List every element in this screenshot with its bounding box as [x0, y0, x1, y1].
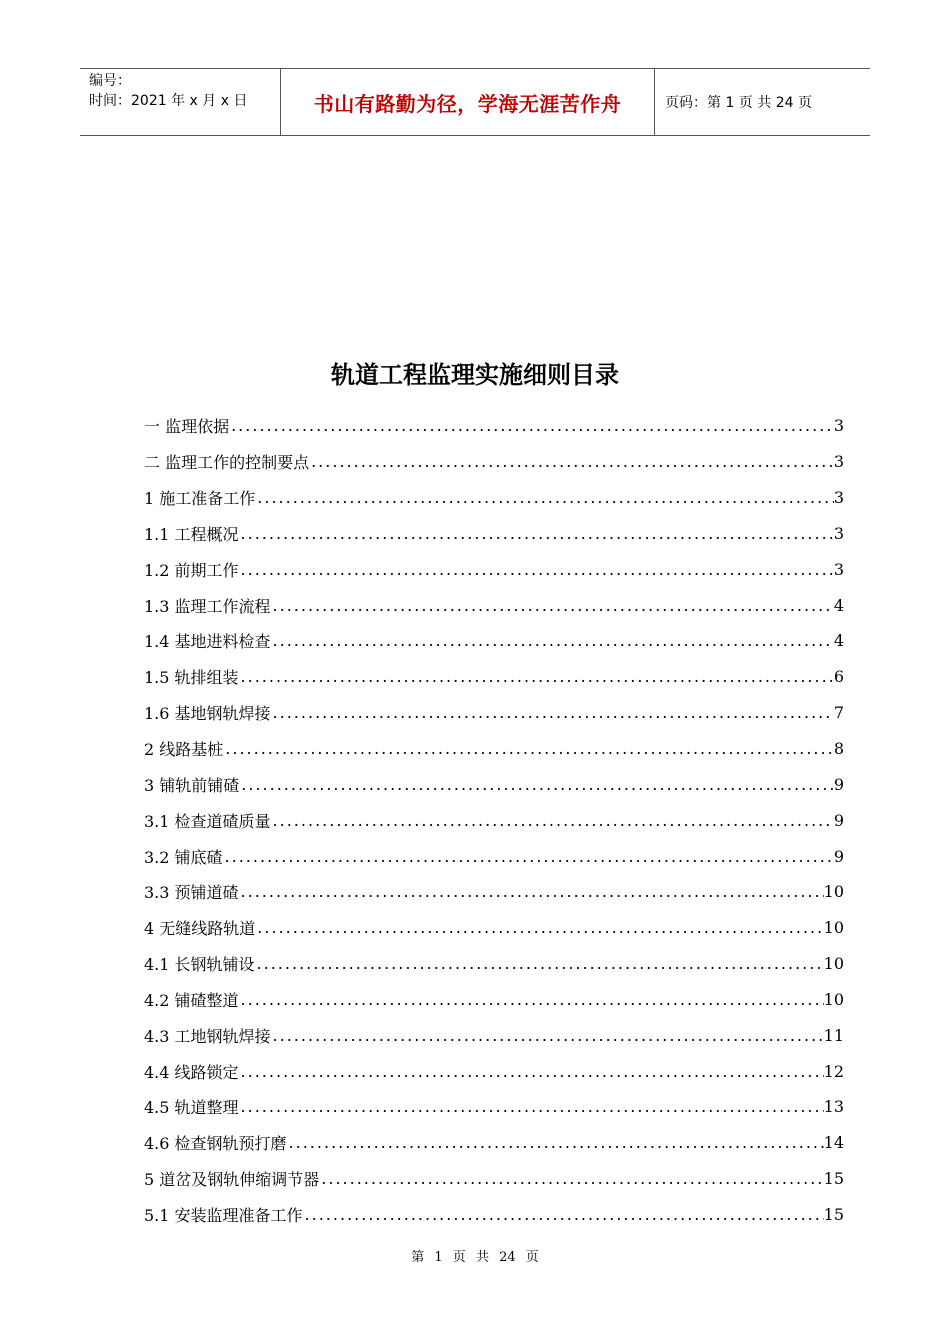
toc-entry[interactable]	[144, 408, 844, 444]
header-motto: 书山有路勤为径，学海无涯苦作舟	[281, 69, 655, 135]
toc-leader-dots	[239, 524, 834, 543]
toc-entry-label: 4.3 工地钢轨焊接	[144, 1026, 271, 1046]
toc-entry-page: 10	[823, 882, 844, 902]
toc-entry-label: 二 监理工作的控制要点	[144, 453, 310, 473]
toc-leader-dots	[239, 1062, 824, 1081]
toc-entry[interactable]	[144, 1017, 844, 1053]
toc-entry[interactable]	[144, 946, 844, 982]
toc-leader-dots	[271, 811, 834, 830]
toc-leader-dots	[271, 631, 834, 650]
toc-entry-page: 3	[833, 523, 844, 543]
toc-entry-label: 3.2 铺底碴	[144, 847, 223, 867]
toc-entry-page: 11	[823, 1025, 844, 1045]
toc-entry-label: 3.1 检查道碴质量	[144, 811, 271, 831]
toc-leader-dots	[287, 1133, 824, 1152]
toc-entry-page: 8	[833, 739, 844, 759]
header-meta	[80, 69, 281, 135]
toc-entry-label: 3 铺轨前铺碴	[144, 775, 240, 795]
toc-entry-page: 3	[833, 559, 844, 579]
toc-entry-label: 1 施工准备工作	[144, 489, 256, 509]
toc-entry-label: 4 无缝线路轨道	[144, 919, 256, 939]
toc-entry[interactable]	[144, 623, 844, 659]
toc-leader-dots	[319, 1169, 823, 1188]
toc-entry[interactable]	[144, 587, 844, 623]
toc-entry[interactable]	[144, 910, 844, 946]
toc-leader-dots	[271, 596, 834, 615]
toc-entry-label: 3.3 预铺道碴	[144, 883, 239, 903]
toc-entry-page: 3	[833, 452, 844, 472]
toc-leader-dots	[239, 667, 834, 686]
toc-entry-page: 15	[823, 1204, 844, 1224]
toc-entry-label: 4.1 长钢轨铺设	[144, 955, 255, 975]
toc-entry-page: 10	[823, 954, 844, 974]
toc-leader-dots	[255, 488, 834, 507]
footer-page-word: 页	[452, 1250, 466, 1265]
toc-entry-page: 9	[833, 810, 844, 830]
toc-entry[interactable]	[144, 1125, 844, 1161]
toc-entry-page: 15	[823, 1169, 844, 1189]
toc-entry-page: 4	[833, 631, 844, 651]
toc-entry[interactable]	[144, 1161, 844, 1197]
toc-entry[interactable]	[144, 1197, 844, 1233]
table-of-contents	[144, 408, 844, 1232]
toc-entry-label: 1.5 轨排组装	[144, 668, 239, 688]
toc-entry-label: 5 道岔及钢轨伸缩调节器	[144, 1170, 320, 1190]
toc-entry[interactable]	[144, 731, 844, 767]
footer-current-page: 1	[434, 1250, 443, 1265]
toc-entry-label: 1.1 工程概况	[144, 524, 239, 544]
toc-leader-dots	[239, 882, 824, 901]
toc-entry[interactable]	[144, 551, 844, 587]
toc-entry[interactable]	[144, 480, 844, 516]
toc-entry-label: 5.1 安装监理准备工作	[144, 1205, 303, 1225]
toc-entry-label: 1.3 监理工作流程	[144, 596, 271, 616]
toc-leader-dots	[303, 1205, 824, 1224]
toc-entry-label: 一 监理依据	[144, 417, 230, 437]
footer-prefix: 第	[411, 1250, 425, 1265]
toc-entry[interactable]	[144, 766, 844, 802]
toc-entry[interactable]	[144, 444, 844, 480]
toc-entry-label: 4.6 检查钢轨预打磨	[144, 1134, 287, 1154]
document-number-label: 编号：	[89, 73, 131, 89]
toc-leader-dots	[255, 918, 823, 937]
toc-entry[interactable]	[144, 982, 844, 1018]
toc-entry-page: 13	[823, 1097, 844, 1117]
toc-leader-dots	[255, 954, 824, 973]
toc-entry[interactable]	[144, 659, 844, 695]
toc-entry[interactable]	[144, 516, 844, 552]
toc-entry-page: 3	[833, 488, 844, 508]
toc-entry-label: 4.5 轨道整理	[144, 1098, 239, 1118]
toc-entry-label: 1.4 基地进料检查	[144, 632, 271, 652]
toc-entry-page: 7	[833, 703, 844, 723]
toc-entry-page: 9	[833, 774, 844, 794]
toc-leader-dots	[239, 775, 834, 794]
toc-entry-label: 1.2 前期工作	[144, 560, 239, 580]
toc-entry-page: 10	[823, 918, 844, 938]
page-footer	[0, 1246, 950, 1265]
toc-entry[interactable]	[144, 1089, 844, 1125]
toc-entry-label: 2 线路基桩	[144, 740, 224, 760]
document-time-label: 时间：2021 年 x 月 x 日	[89, 93, 248, 109]
toc-entry[interactable]	[144, 695, 844, 731]
document-title: 轨道工程监理实施细则目录	[331, 360, 619, 389]
toc-leader-dots	[271, 1026, 824, 1045]
footer-total-pages: 24	[499, 1250, 516, 1265]
toc-entry-page: 10	[823, 989, 844, 1009]
toc-entry[interactable]	[144, 802, 844, 838]
toc-entry-page: 6	[833, 667, 844, 687]
toc-entry[interactable]	[144, 874, 844, 910]
toc-entry-label: 4.2 铺碴整道	[144, 990, 239, 1010]
toc-leader-dots	[239, 990, 824, 1009]
toc-entry-label: 1.6 基地钢轨焊接	[144, 704, 271, 724]
toc-entry[interactable]	[144, 1053, 844, 1089]
toc-leader-dots	[271, 703, 834, 722]
toc-entry[interactable]	[144, 838, 844, 874]
toc-entry-label: 4.4 线路锁定	[144, 1062, 239, 1082]
toc-entry-page: 14	[823, 1133, 844, 1153]
toc-entry-page: 4	[833, 595, 844, 615]
toc-leader-dots	[309, 452, 834, 471]
toc-leader-dots	[223, 847, 834, 866]
toc-entry-page: 9	[833, 846, 844, 866]
toc-entry-page: 12	[823, 1061, 844, 1081]
toc-entry-page: 3	[833, 416, 844, 436]
toc-leader-dots	[239, 560, 834, 579]
toc-leader-dots	[239, 1097, 824, 1116]
toc-leader-dots	[223, 739, 834, 758]
header-page-info: 页码：第 1 页 共 24 页	[665, 95, 812, 111]
page-header	[80, 68, 870, 136]
footer-total-prefix: 共	[475, 1250, 489, 1265]
footer-suffix: 页	[525, 1250, 539, 1265]
toc-leader-dots	[229, 416, 834, 435]
